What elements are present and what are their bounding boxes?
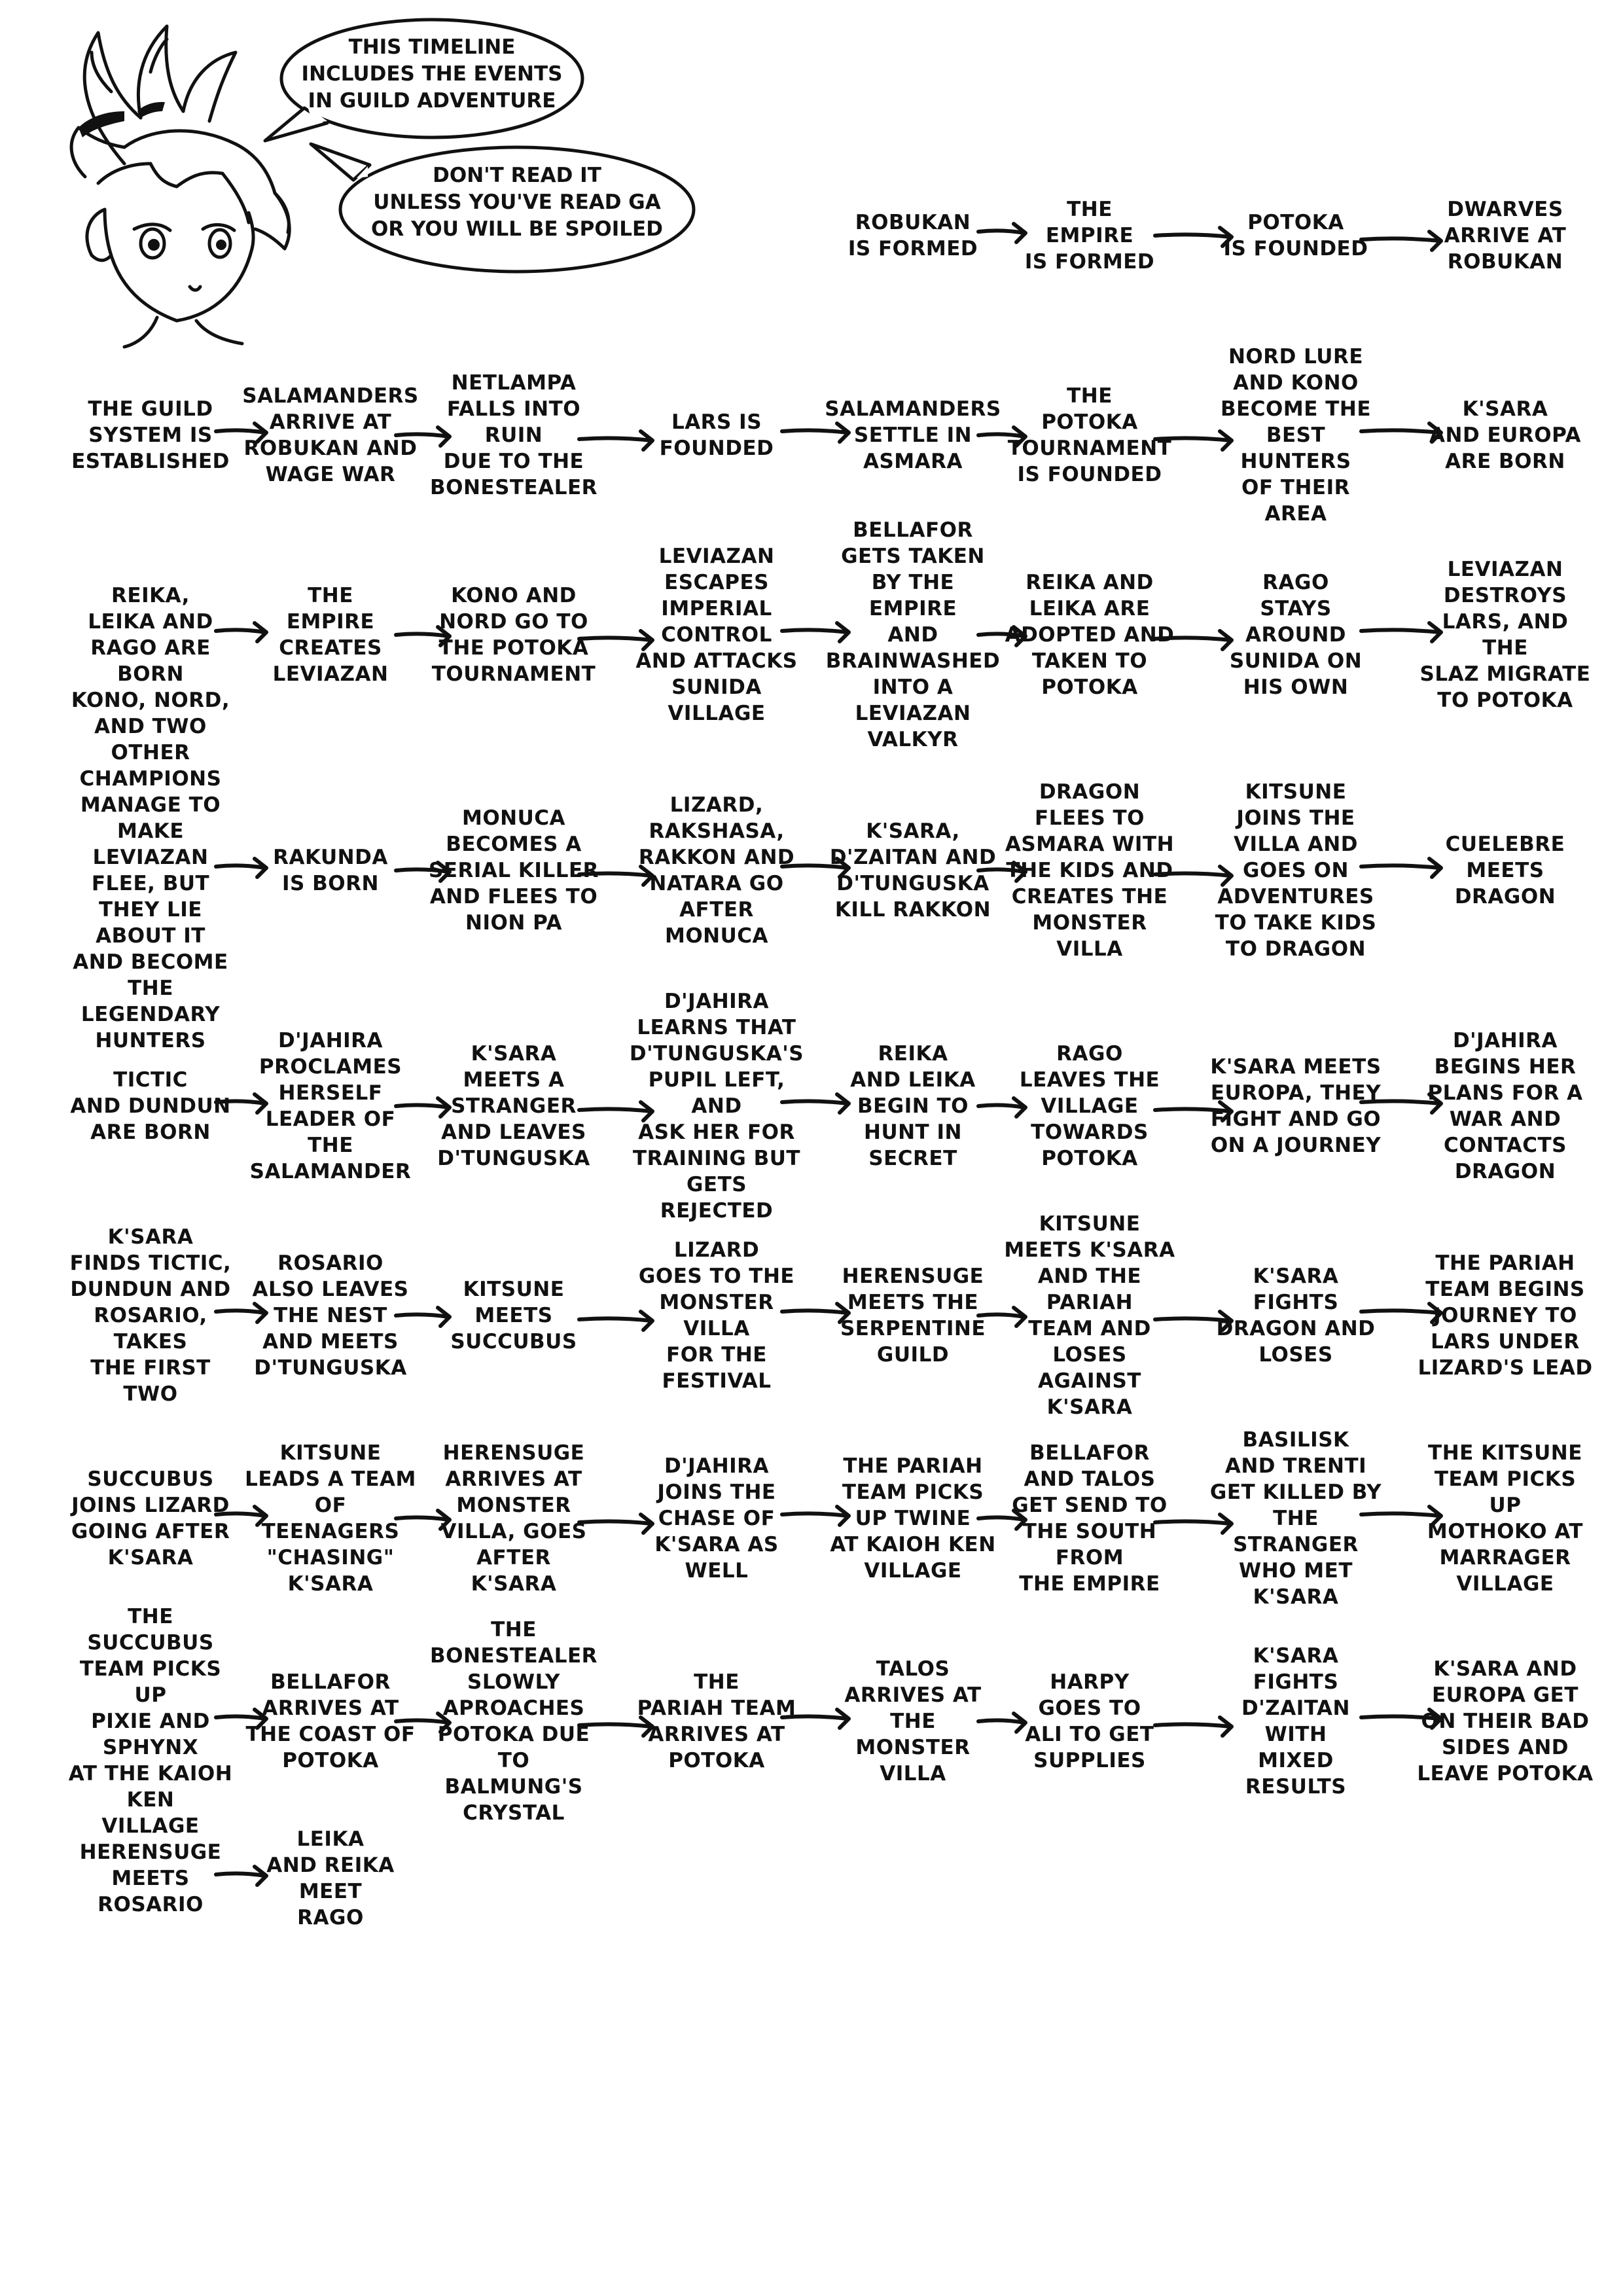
timeline-event: KITSUNE MEETS K'SARA AND THE PARIAH TEAM AND LOSES AGAINST K'SARA xyxy=(1004,1212,1175,1419)
timeline-event: HERENSUGE MEETS ROSARIO xyxy=(79,1840,222,1916)
timeline-event: RAGO STAYS AROUND SUNIDA ON HIS OWN xyxy=(1229,571,1363,699)
timeline-event: K'SARA FINDS TICTIC, DUNDUN AND ROSARIO, TAKES THE FIRST TWO xyxy=(69,1225,232,1406)
timeline-event: TALOS ARRIVES AT THE MONSTER VILLA xyxy=(844,1657,982,1785)
timeline-event: POTOKA IS FOUNDED xyxy=(1223,211,1368,260)
timeline-event: NETLAMPA FALLS INTO RUIN DUE TO THE BONESTEALER xyxy=(429,371,598,499)
timeline-event: HERENSUGE ARRIVES AT MONSTER VILLA, GOES AFTER K'SARA xyxy=(440,1441,587,1596)
timeline-event: REIKA, LEIKA AND RAGO ARE BORN xyxy=(88,584,213,686)
timeline-event: K'SARA FIGHTS DRAGON AND LOSES xyxy=(1216,1265,1376,1367)
timeline-event: THE GUILD SYSTEM IS ESTABLISHED xyxy=(71,397,230,473)
timeline-event: THE POTOKA TOURNAMENT IS FOUNDED xyxy=(1007,384,1172,486)
timeline-event: ROSARIO ALSO LEAVES THE NEST AND MEETS D'TUNGUSKA xyxy=(252,1251,409,1380)
timeline-event: SUCCUBUS JOINS LIZARD GOING AFTER K'SARA xyxy=(71,1467,230,1570)
timeline-event: K'SARA AND EUROPA GET ON THEIR BAD SIDES AND LEAVE POTOKA xyxy=(1417,1657,1594,1785)
timeline-event: BASILISK AND TRENTI GET KILLED BY THE STRANGER WHO MET K'SARA xyxy=(1209,1428,1382,1609)
timeline-event: KITSUNE LEADS A TEAM OF TEENAGERS "CHASING" K'SARA xyxy=(245,1441,416,1596)
timeline-event: HARPY GOES TO ALI TO GET SUPPLIES xyxy=(1025,1670,1154,1772)
timeline-event: D'JAHIRA LEARNS THAT D'TUNGUSKA'S PUPIL LEFT, AND ASK HER FOR TRAINING BUT GETS REJECTED xyxy=(629,990,804,1223)
timeline-event: THE BONESTEALER SLOWLY APROACHES POTOKA DUE TO BALMUNG'S CRYSTAL xyxy=(429,1618,598,1825)
timeline-event: LEVIAZAN ESCAPES IMPERIAL CONTROL AND ATTACKS SUNIDA VILLAGE xyxy=(635,545,798,725)
timeline-event: THE SUCCUBUS TEAM PICKS UP PIXIE AND SPHYNX AT THE KAIOH KEN VILLAGE xyxy=(68,1605,233,1838)
timeline-event: KONO AND NORD GO TO THE POTOKA TOURNAMENT xyxy=(431,584,596,686)
timeline-event: D'JAHIRA JOINS THE CHASE OF K'SARA AS WELL xyxy=(654,1454,779,1583)
timeline-event: LIZARD GOES TO THE MONSTER VILLA FOR THE FESTIVAL xyxy=(638,1238,795,1393)
timeline-event: KITSUNE JOINS THE VILLA AND GOES ON ADVENTURES TO TAKE KIDS TO DRAGON xyxy=(1215,780,1377,961)
timeline-event: THE KITSUNE TEAM PICKS UP MOTHOKO AT MARRAGER VILLAGE xyxy=(1427,1441,1584,1596)
timeline-event: BELLAFOR ARRIVES AT THE COAST OF POTOKA xyxy=(245,1670,416,1772)
timeline-event: MONUCA BECOMES A SERIAL KILLER AND FLEES TO NION PA xyxy=(428,806,599,935)
timeline-event: BELLAFOR AND TALOS GET SEND TO THE SOUTH FROM THE EMPIRE xyxy=(1012,1441,1168,1596)
timeline-event: SALAMANDERS SETTLE IN ASMARA xyxy=(825,397,1001,473)
timeline-event: DRAGON FLEES TO ASMARA WITH THE KIDS AND CREATES THE MONSTER VILLA xyxy=(1005,780,1175,961)
timeline-event: REIKA AND LEIKA ARE ADOPTED AND TAKEN TO POTOKA xyxy=(1005,571,1175,699)
timeline-event: BELLAFOR GETS TAKEN BY THE EMPIRE AND BRAINWASHED INTO A LEVIAZAN VALKYR xyxy=(825,518,1001,751)
timeline-event: HERENSUGE MEETS THE SERPENTINE GUILD xyxy=(840,1265,986,1367)
timeline-event: RAKUNDA IS BORN xyxy=(273,846,388,895)
timeline-event: K'SARA MEETS EUROPA, THEY FIGHT AND GO ON A JOURNEY xyxy=(1210,1055,1382,1157)
timeline-event: REIKA AND LEIKA BEGIN TO HUNT IN SECRET xyxy=(850,1042,976,1170)
timeline-event: LIZARD, RAKSHASA, RAKKON AND NATARA GO AFTER MONUCA xyxy=(638,793,795,948)
timeline-event: KITSUNE MEETS SUCCUBUS xyxy=(450,1278,577,1354)
timeline-event: K'SARA MEETS A STRANGER AND LEAVES D'TUNGUSKA xyxy=(437,1042,590,1170)
timeline-event: NORD LURE AND KONO BECOME THE BEST HUNTERS OF THEIR AREA xyxy=(1221,345,1371,526)
timeline-event: RAGO LEAVES THE VILLAGE TOWARDS POTOKA xyxy=(1019,1042,1160,1170)
timeline-event: LARS IS FOUNDED xyxy=(659,410,774,460)
timeline-event: TICTIC AND DUNDUN ARE BORN xyxy=(70,1068,231,1144)
timeline-event: LEVIAZAN DESTROYS LARS, AND THE SLAZ MIGRATE TO POTOKA xyxy=(1419,558,1591,712)
timeline-event: D'JAHIRA PROCLAMES HERSELF LEADER OF THE SALAMANDER xyxy=(249,1029,412,1183)
timeline-event: THE PARIAH TEAM PICKS UP TWINE AT KAIOH KEN VILLAGE xyxy=(830,1454,996,1583)
timeline-event: THE PARIAH TEAM BEGINS JOURNEY TO LARS UNDER LIZARD'S LEAD xyxy=(1418,1251,1593,1380)
timeline-event: THE EMPIRE IS FORMED xyxy=(1024,198,1155,274)
speech-bubble-intro: THIS TIMELINE INCLUDES THE EVENTS IN GUILD ADVENTURE xyxy=(301,35,563,113)
timeline-event: LEIKA AND REIKA MEET RAGO xyxy=(266,1827,395,1929)
timeline-event: D'JAHIRA BEGINS HER PLANS FOR A WAR AND CONTACTS DRAGON xyxy=(1427,1029,1583,1183)
timeline-event: KONO, NORD, AND TWO OTHER CHAMPIONS MANAGE TO MAKE LEVIAZAN FLEE, BUT THEY LIE ABOUT IT AND BECOME THE LEGENDARY HUNTERS xyxy=(71,689,230,1052)
timeline-event: ROBUKAN IS FORMED xyxy=(847,211,978,260)
timeline-event: CUELEBRE MEETS DRAGON xyxy=(1445,833,1565,908)
timeline-event: DWARVES ARRIVE AT ROBUKAN xyxy=(1444,198,1567,274)
timeline-event: K'SARA, D'ZAITAN AND D'TUNGUSKA KILL RAKKON xyxy=(829,819,997,922)
timeline-event: SALAMANDERS ARRIVE AT ROBUKAN AND WAGE WAR xyxy=(242,384,419,486)
timeline-event: K'SARA FIGHTS D'ZAITAN WITH MIXED RESULTS xyxy=(1241,1644,1350,1799)
speech-bubble-warning: DON'T READ IT UNLESS YOU'VE READ GA OR YOU WILL BE SPOILED xyxy=(371,164,663,241)
timeline-event: THE EMPIRE CREATES LEVIAZAN xyxy=(272,584,389,686)
timeline-event: THE PARIAH TEAM ARRIVES AT POTOKA xyxy=(637,1670,796,1772)
timeline-event: K'SARA AND EUROPA ARE BORN xyxy=(1429,397,1581,473)
